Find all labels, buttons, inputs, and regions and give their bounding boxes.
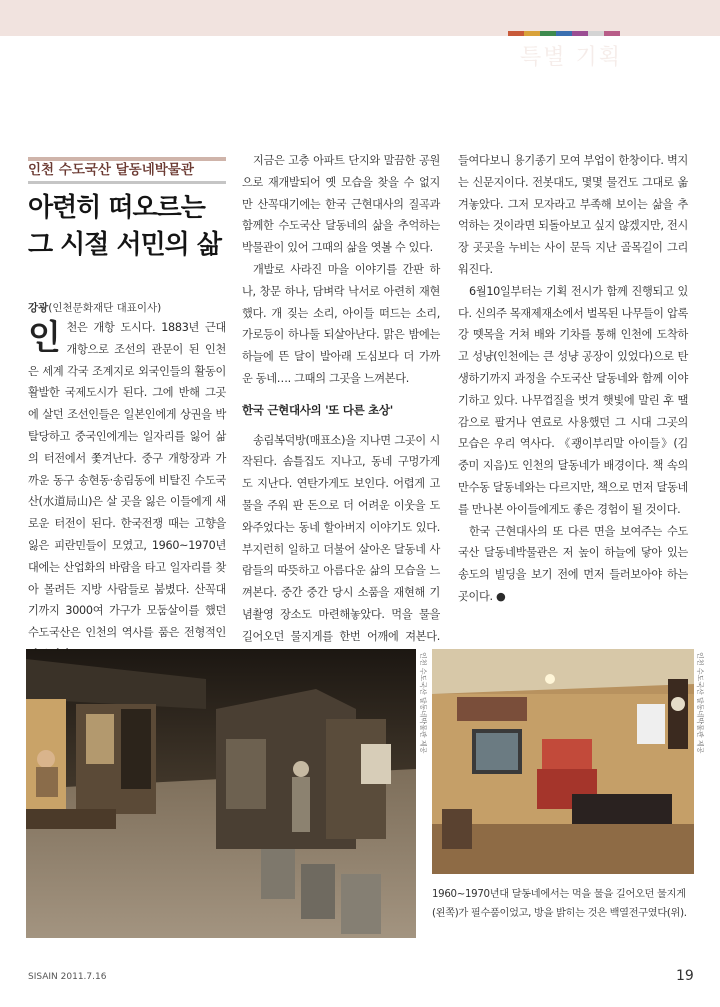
color-strip-segment	[604, 31, 620, 36]
byline-affiliation: (인천문화재단 대표이사)	[48, 302, 162, 314]
color-strip-segment	[508, 31, 524, 36]
paragraph: 지금은 고층 아파트 단지와 말끔한 공원으로 재개발되어 옛 모습을 찾을 수 없지만 산꼭대기에는 한국 근현대사의 질곡과 함께한 수도국산 달동네의 삶을 추억하는 박물관이 있어 그때의 삶을 엿볼 수 있다.	[242, 154, 440, 255]
color-strip-segment	[524, 31, 540, 36]
paragraph: 한국 근현대사의 또 다른 면을 보여주는 수도국산 달동네박물관은 저 높이 하늘에 닿아 있는 송도의 빌딩을 보기 전에 먼저 들러보아야 하는 곳이다. ●	[458, 524, 688, 603]
photo-credit-right: 인천 수도국산 달동네박물관 제공	[696, 652, 704, 754]
body-column-2	[242, 150, 440, 669]
byline	[28, 300, 161, 315]
color-strip-segment	[556, 31, 572, 36]
subheading: 한국 근현대사의 '또 다른 초상'	[242, 402, 393, 417]
page-number: 19	[676, 968, 694, 984]
photo-caption: 1960~1970년대 달동네에서는 먹을 물을 길어오던 물지게(왼쪽)가 필수품이었고, 방을 밝히는 것은 백열전구였다(위).	[432, 889, 687, 919]
photo-credit-left: 인천 수도국산 달동네박물관 제공	[419, 652, 427, 754]
color-strip-segment	[540, 31, 556, 36]
section-rule-bottom	[28, 181, 226, 184]
drop-cap: 인	[28, 318, 61, 358]
photo-room-interior	[432, 649, 694, 874]
body-column-3	[458, 150, 688, 608]
paragraph: 들여다보니 용기종기 모여 부업이 한창이다. 벽지는 신문지이다. 전봇대도, 몇몇 물건도 그대로 옮겨놓았다. 그저 모자라고 부족해 보이는 삶을 추억하는 것이라면 되돌아보고 싶지 않겠지만, 전시장 곳곳을 누비는 사이 문득 지난 골목길이 그리워진다.	[458, 154, 688, 276]
headline	[28, 190, 238, 264]
paragraph: 개발로 사라진 마을 이야기를 간판 하나, 창문 하나, 담벼락 낙서로 아련히 재현했다. 개 짖는 소리, 아이들 떠드는 소리, 가로등이 하나둘 되살아난다. 맑은 밤에는 하늘에 뜬 달이 발아래 도심보다 더 가까운 동네…. 그때의 그곳을 느껴본다.	[242, 262, 440, 385]
body-column-1	[28, 317, 226, 666]
section-label: 인천 수도국산 달동네박물관	[28, 162, 194, 178]
color-strip	[508, 31, 620, 36]
magazine-issue: SISAIN 2011.7.16	[28, 972, 107, 982]
section-header	[28, 157, 226, 184]
headline-line-1: 아련히 떠오르는	[28, 193, 205, 223]
paragraph: 천은 개항 도시다. 1883년 근대 개항으로 조선의 관문이 된 인천은 세계 각국 조계지로 외국인들의 활동이 활발한 국제도시가 된다. 그에 반해 그곳에 살던 조선인들은 일본인에게 상권을 박탈당하고 중국인에게는 일자리를 잃어 삶의 터전에서 쫓겨난다. 중구 개항장과 가까운 동구 송현동·송림동에 비탈진 수도국산(水道局山)은 살 곳을 잃은 이들에게 새로운 터전이 된다. 한국전쟁 때는 고향을 잃은 피란민들이 모였고, 1960~1970년대에는 산업화의 바람을 타고 일자리를 찾아 몰려든 지방 사람들로 붐볐다. 산꼭대기까지 3000여 가구가 모둠살이를 했던 수도국산은 인천의 역사를 품은 전형적인	[28, 321, 226, 640]
paragraph: 6월10일부터는 기획 전시가 함께 진행되고 있다. 신의주 목재제재소에서 벌목된 나무들이 압록강 뗏목을 거쳐 배와 기차를 통해 인천에 도착하고 성냥(인천에는 큰 성냥 공장이 있었다)으로 탄생하기까지 과정을 수도국산 달동네와 함께 이야기하고 있다. 나무껍질을 벗겨 햇빛에 말린 후 땔감으로 팔거나 연료로 사용했던 그 시대 그곳의 모습은 우리 역사다. 《괭이부리말 아이들》(김중미 지음)도 인천의 달동네가 배경이다. 책 속의 만수동 달동네와는 다르지만, 책으로 먼저 달동네를 만나본 아이들에게도 좋은 경험이 될 것이다.	[458, 284, 688, 516]
headline-line-2: 그 시절 서민의 삶	[28, 230, 221, 260]
paragraph: 송림복덕방(매표소)을 지나면 그곳이 시작된다. 솜틀집도 지나고, 동네 구멍가게도 지난다. 연탄가게도 보인다. 어렵게 고물을 주워 판 돈으로 더 어려운 이웃을 도와주었다는 동네 할아버지 이야기도 있다. 부지런히 일하고 더불어 살아온 달동네 사람들의 따뜻하고 아름다운 삶의 모습을 느껴본다. 중간 중간 당시 소품을 재현해 기념촬영 장소도 마련해놓았다. 먹을 물을 길어오던 물지게를 한번 어깨에 져본다.	[242, 433, 440, 643]
color-strip-segment	[572, 31, 588, 36]
photo-museum-alley	[26, 649, 416, 938]
header-ghost-text: 특별 기획	[520, 45, 623, 70]
color-strip-segment	[588, 31, 604, 36]
byline-name: 강광	[28, 302, 49, 314]
